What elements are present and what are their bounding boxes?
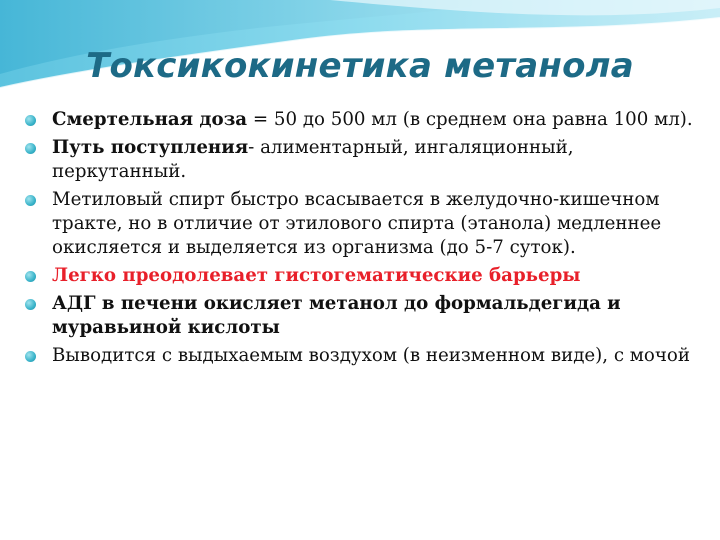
barrier-text: Легко преодолевает гистогематические барьеры [52,265,581,286]
excretion-text: Выводится с выдыхаемым воздухом (в неизменном виде), с мочой [52,345,690,366]
route-label: Путь поступления [52,137,249,158]
list-item [22,292,694,340]
absorption-text: Метиловый спирт быстро всасывается в желудочно-кишечном тракте, но в отличие от этилового спирта (этанола) медленнее окисляется и выделяется из организма (до 5-7 суток). [52,189,662,258]
circle-bullet-icon [25,195,36,206]
circle-bullet-icon [25,351,36,362]
lethal-dose-text: = 50 до 500 мл (в среднем она равна 100 мл). [247,109,693,130]
list-item [22,264,694,288]
circle-bullet-icon [25,115,36,126]
bullet-list [22,108,694,372]
route-text: - алиментарный, ингаляционный, перкутанный. [52,137,574,182]
circle-bullet-icon [25,299,36,310]
list-item [22,136,694,184]
circle-bullet-icon [25,143,36,154]
list-item [22,344,694,368]
adh-text: АДГ в печени окисляет метанол до формальдегида и муравьиной кислоты [52,293,621,338]
circle-bullet-icon [25,271,36,282]
list-item [22,188,694,260]
list-item [22,108,694,132]
lethal-dose-label: Смертельная доза [52,109,248,130]
slide-title: Токсикокинетика метанола [86,46,634,86]
